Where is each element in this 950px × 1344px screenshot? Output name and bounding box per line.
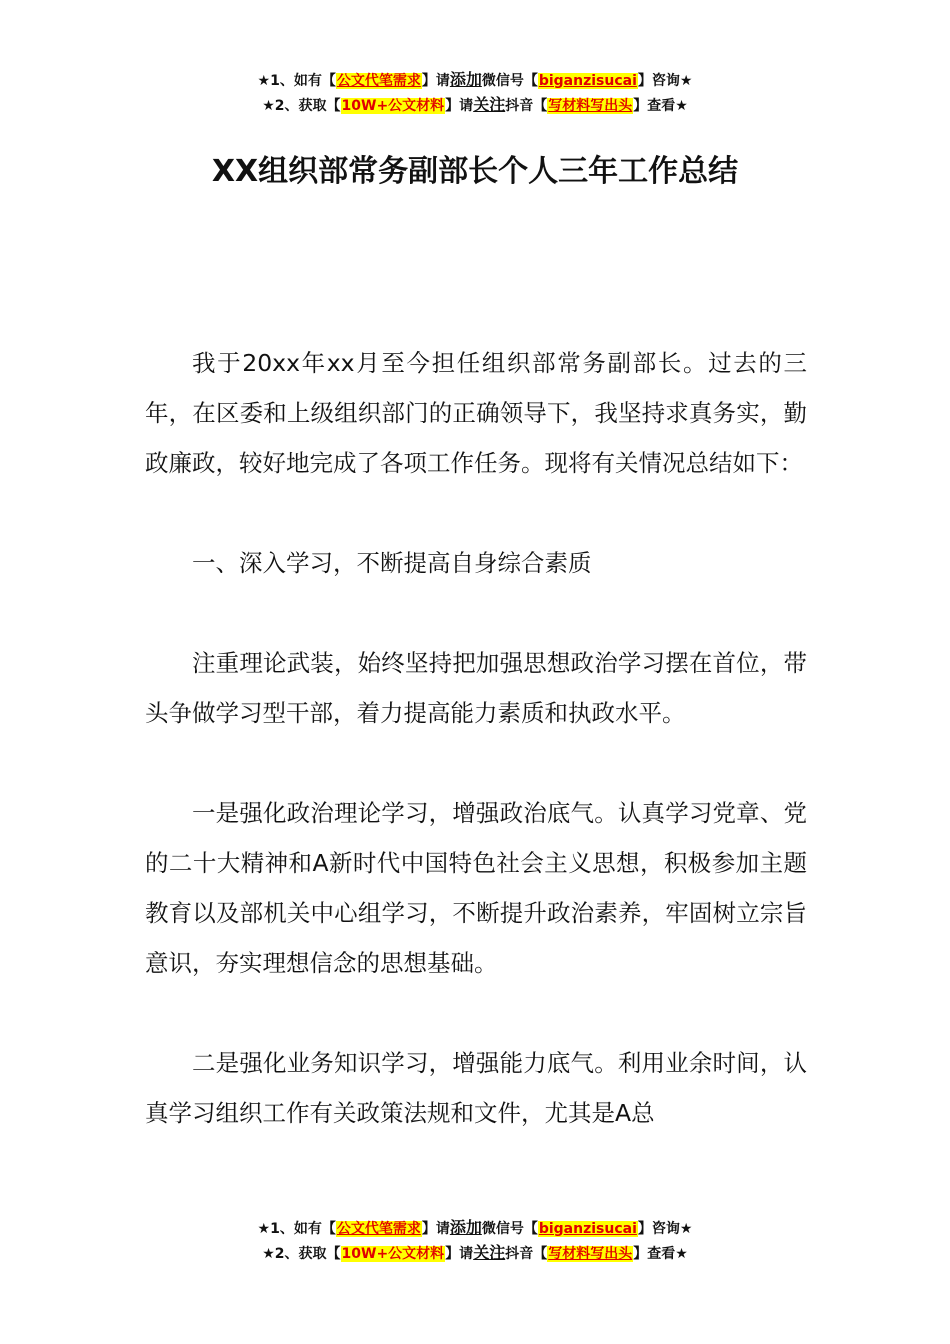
- banner-text: 】请: [421, 1221, 450, 1237]
- banner-text: ★2、获取【: [262, 1246, 341, 1262]
- banner-text: 微信号【: [481, 1221, 538, 1237]
- footer-banner: [0, 1216, 950, 1266]
- highlight-service: 公文代笔需求: [336, 1221, 421, 1237]
- banner-text: 】查看★: [633, 98, 688, 114]
- banner-text: 抖音【: [505, 1246, 548, 1262]
- paragraph: 二是强化业务知识学习，增强能力底气。利用业余时间，认真学习组织工作有关政策法规和文件，尤其是A总: [145, 1049, 807, 1127]
- banner-line-1: [0, 1216, 950, 1241]
- highlight-douyin-id: 写材料写出头: [548, 1246, 633, 1262]
- banner-emphasis: 添加: [449, 1218, 482, 1237]
- banner-text: ★2、获取【: [262, 98, 341, 114]
- banner-text: 】咨询★: [637, 73, 693, 89]
- document-body: [145, 338, 807, 1188]
- banner-text: 】请: [421, 73, 450, 89]
- banner-text: 微信号【: [481, 73, 538, 89]
- highlight-wechat-id: biganzisucai: [538, 1221, 637, 1237]
- paragraph-intro: 我于20xx年xx月至今担任组织部常务副部长。过去的三年，在区委和上级组织部门的正确领导下，我坚持求真务实，勤政廉政，较好地完成了各项工作任务。现将有关情况总结如下：: [145, 349, 807, 477]
- highlight-materials: 10W+公文材料: [341, 1246, 445, 1262]
- banner-emphasis: 添加: [449, 70, 482, 89]
- paragraph: 一是强化政治理论学习，增强政治底气。认真学习党章、党的二十大精神和A新时代中国特色社会主义思想，积极参加主题教育以及部机关中心组学习，不断提升政治素养，牢固树立宗旨意识，夯实理想信念的思想基础。: [145, 799, 807, 977]
- paragraph: 注重理论武装，始终坚持把加强思想政治学习摆在首位，带头争做学习型干部，着力提高能力素质和执政水平。: [145, 649, 807, 727]
- banner-line-2: [0, 93, 950, 118]
- banner-text: 】查看★: [633, 1246, 688, 1262]
- highlight-materials: 10W+公文材料: [341, 98, 445, 114]
- banner-text: ★1、如有【: [257, 73, 336, 89]
- document-title: XX组织部常务副部长个人三年工作总结: [211, 154, 739, 189]
- banner-text: ★1、如有【: [257, 1221, 336, 1237]
- banner-text: 】咨询★: [637, 1221, 693, 1237]
- header-banner: [0, 68, 950, 118]
- highlight-wechat-id: biganzisucai: [538, 73, 637, 89]
- highlight-douyin-id: 写材料写出头: [548, 98, 633, 114]
- banner-text: 抖音【: [505, 98, 548, 114]
- banner-emphasis: 关注: [473, 1243, 506, 1262]
- banner-text: 】请: [445, 1246, 474, 1262]
- banner-text: 】请: [445, 98, 474, 114]
- highlight-service: 公文代笔需求: [336, 73, 421, 89]
- banner-line-1: [0, 68, 950, 93]
- banner-line-2: [0, 1241, 950, 1266]
- banner-emphasis: 关注: [473, 95, 506, 114]
- section-heading: 一、深入学习，不断提高自身综合素质: [192, 549, 592, 577]
